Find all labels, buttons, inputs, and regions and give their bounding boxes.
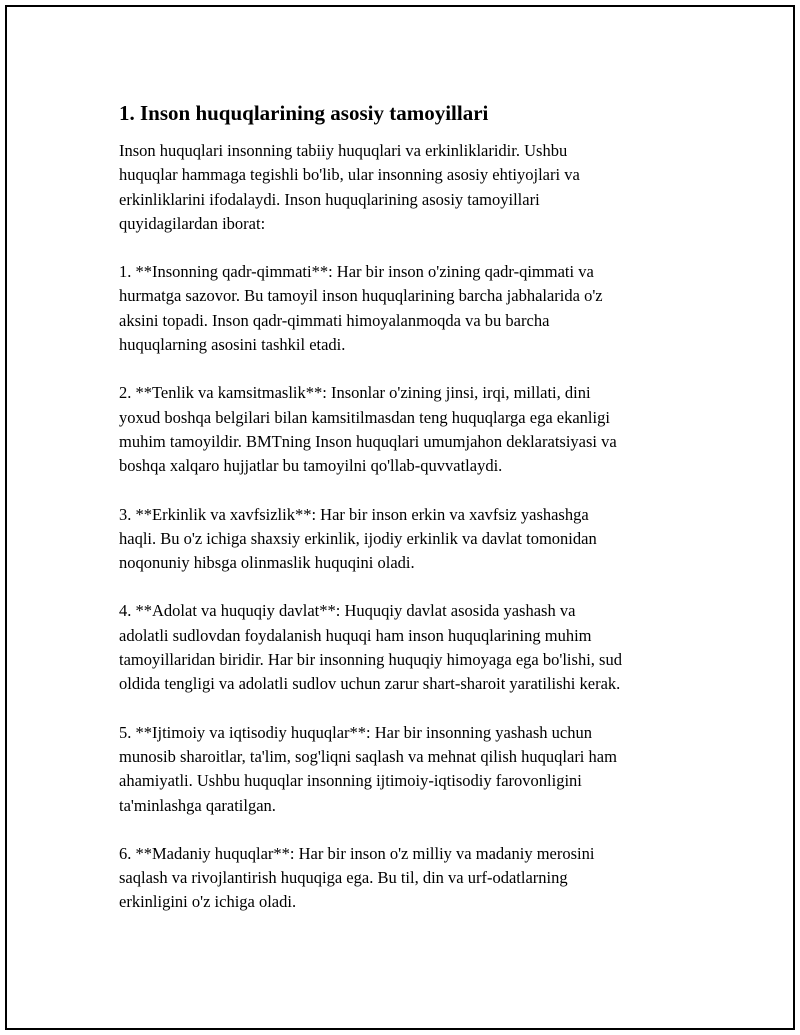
principle-paragraph-3: 3. **Erkinlik va xavfsizlik**: Har bir inson erkin va xavfsiz yashashga haqli. Bu o'z ichiga shaxsiy erkinlik, ijodiy erkinlik va davlat tomonidan noqonuniy hibsga olinmaslik huquqini oladi. (119, 504, 597, 573)
page-frame (5, 5, 795, 1030)
document-body (119, 99, 689, 939)
principle-paragraph-5: 5. **Ijtimoiy va iqtisodiy huquqlar**: Har bir insonning yashash uchun munosib sharoitlar, ta'lim, sog'liqni saqlash va mehnat qilish huquqlari ham ahamiyatli. Ushbu huquqlar insonning ijtimoiy-iqtisodiy farovonligini ta'minlashga qaratilgan. (119, 722, 617, 815)
principle-paragraph-6: 6. **Madaniy huquqlar**: Har bir inson o'z milliy va madaniy merosini saqlash va rivojlantirish huquqiga ega. Bu til, din va urf-odatlarning erkinligini o'z ichiga oladi. (119, 843, 595, 912)
principle-paragraph-1: 1. **Insonning qadr-qimmati**: Har bir inson o'zining qadr-qimmati va hurmatga sazovor. Bu tamoyil inson huquqlarining barcha jabhalarida o'z aksini topadi. Inson qadr-qimmati himoyalanmoqda va bu barcha huquqlarning asosini tashkil etadi. (119, 262, 603, 355)
principle-paragraph-4: 4. **Adolat va huquqiy davlat**: Huquqiy davlat asosida yashash va adolatli sudlovdan foydalanish huquqi ham inson huquqlarining muhim tamoyillaridan biridir. Har bir insonning huquqiy himoyaga ega bo'lishi, sud oldida tengligi va adolatli sudlov uchun zarur shart-sharoit yaratilishi kerak. (119, 601, 622, 694)
document-title: 1. Inson huquqlarining asosiy tamoyillari (119, 101, 489, 125)
principle-paragraph-2: 2. **Tenlik va kamsitmaslik**: Insonlar o'zining jinsi, irqi, millati, dini yoxud boshqa belgilari bilan kamsitilmasdan teng huquqlarga ega ekanligi muhim tamoyildir. BMTning Inson huquqlari umumjahon deklaratsiyasi va boshqa xalqaro hujjatlar bu tamoyilni qo'llab-quvvatlaydi. (119, 383, 617, 476)
intro-paragraph: Inson huquqlari insonning tabiiy huquqlari va erkinliklaridir. Ushbu huquqlar hammaga tegishli bo'lib, ular insonning asosiy ehtiyojlari va erkinliklarini ifodalaydi. Inson huquqlarining asosiy tamoyillari quyidagilardan iborat: (119, 141, 580, 233)
